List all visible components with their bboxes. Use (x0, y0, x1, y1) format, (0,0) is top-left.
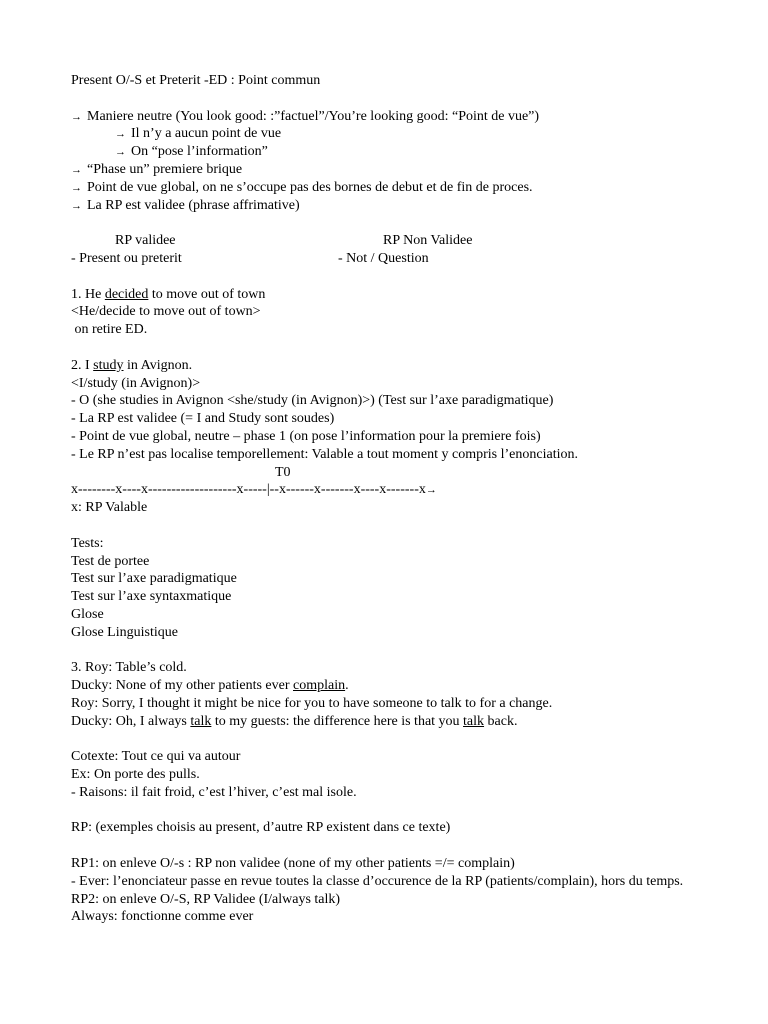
example-1-line: <He/decide to move out of town> (71, 304, 261, 320)
columns-header (71, 232, 711, 250)
test-item: Test sur l’axe paradigmatique (71, 571, 237, 587)
example-2-line: - O (she studies in Avignon <she/study (in Avignon)>) (Test sur l’axe paradigmatique) (71, 393, 554, 409)
test-item: Test de portee (71, 553, 150, 569)
test-item: Test sur l’axe syntaxmatique (71, 589, 232, 605)
arrow-icon: → (115, 128, 126, 141)
rp2-line: RP2: on enleve O/-S, RP Validee (I/always talk) (71, 891, 341, 907)
cotexte-line: Cotexte: Tout ce qui va autour (71, 749, 241, 765)
document-title: Present O/-S et Preterit -ED : Point commun (71, 73, 321, 88)
left-column-heading: RP validee (115, 233, 176, 249)
example-2-line: <I/study (in Avignon)> (71, 375, 201, 391)
intro-line: → Point de vue global, on ne s’occupe pas des bornes de debut et de fin de proces. (71, 179, 711, 197)
cotexte-line: Ex: On porte des pulls. (71, 767, 200, 783)
example-3-line: 3. Roy: Table’s cold. (71, 660, 187, 676)
example-1-sentence: 1. He decided to move out of town (71, 286, 266, 302)
example-2-sentence: 2. I study in Avignon. (71, 357, 193, 373)
arrow-icon: → (425, 484, 437, 497)
left-column-item: - Present ou preterit (71, 250, 182, 266)
ever-paragraph: - Ever: l’enonciateur passe en revue toutes la classe d’occurence de la RP (patients/complain), hors du temps. (71, 873, 684, 889)
example-2-line: - Le RP n’est pas localise temporellement: Valable a tout moment y compris l’enonciation. (71, 446, 578, 462)
arrow-icon: → (71, 181, 82, 194)
test-item: Glose (71, 606, 104, 622)
timeline-legend: x: RP Valable (71, 500, 148, 516)
intro-line: → “Phase un” premiere brique (71, 161, 711, 179)
intro-subline: → On “pose l’information” (71, 143, 711, 161)
timeline-t0-label: T0 (275, 464, 291, 480)
always-line: Always: fonctionne comme ever (71, 909, 254, 925)
rp-intro: RP: (exemples choisis au present, d’autre RP existent dans ce texte) (71, 820, 451, 836)
example-2-line: - Point de vue global, neutre – phase 1 (on pose l’information pour la premiere fois) (71, 428, 541, 444)
example-3-line: Roy: Sorry, I thought it might be nice for you to have someone to talk to for a change. (71, 695, 553, 711)
arrow-icon: → (71, 199, 82, 212)
arrow-icon: → (71, 110, 82, 123)
arrow-icon: → (71, 163, 82, 176)
example-3-line: Ducky: Oh, I always talk to my guests: the difference here is that you talk back. (71, 713, 518, 729)
columns-items (71, 250, 711, 268)
test-item: Glose Linguistique (71, 624, 178, 640)
intro-subline: → Il n’y a aucun point de vue (71, 125, 711, 143)
example-1-line: on retire ED. (71, 322, 148, 338)
intro-line: → La RP est validee (phrase affrimative) (71, 197, 711, 215)
intro-line: → Maniere neutre (You look good: :”factuel”/You’re looking good: “Point de vue”) (71, 108, 711, 126)
right-column-heading: RP Non Validee (383, 233, 473, 249)
timeline: x--------x----x-------------------x-----|--x------x-------x----x-------x→ (71, 481, 711, 499)
rp1-line: RP1: on enleve O/-s : RP non validee (none of my other patients =/= complain) (71, 856, 515, 872)
arrow-icon: → (115, 146, 126, 159)
tests-heading: Tests: (71, 535, 104, 551)
example-3-line: Ducky: None of my other patients ever complain. (71, 678, 349, 694)
right-column-item: - Not / Question (338, 250, 429, 266)
example-2-line: - La RP est validee (= I and Study sont soudes) (71, 411, 335, 427)
cotexte-line: - Raisons: il fait froid, c’est l’hiver, c’est mal isole. (71, 784, 357, 800)
document-page (71, 72, 711, 926)
